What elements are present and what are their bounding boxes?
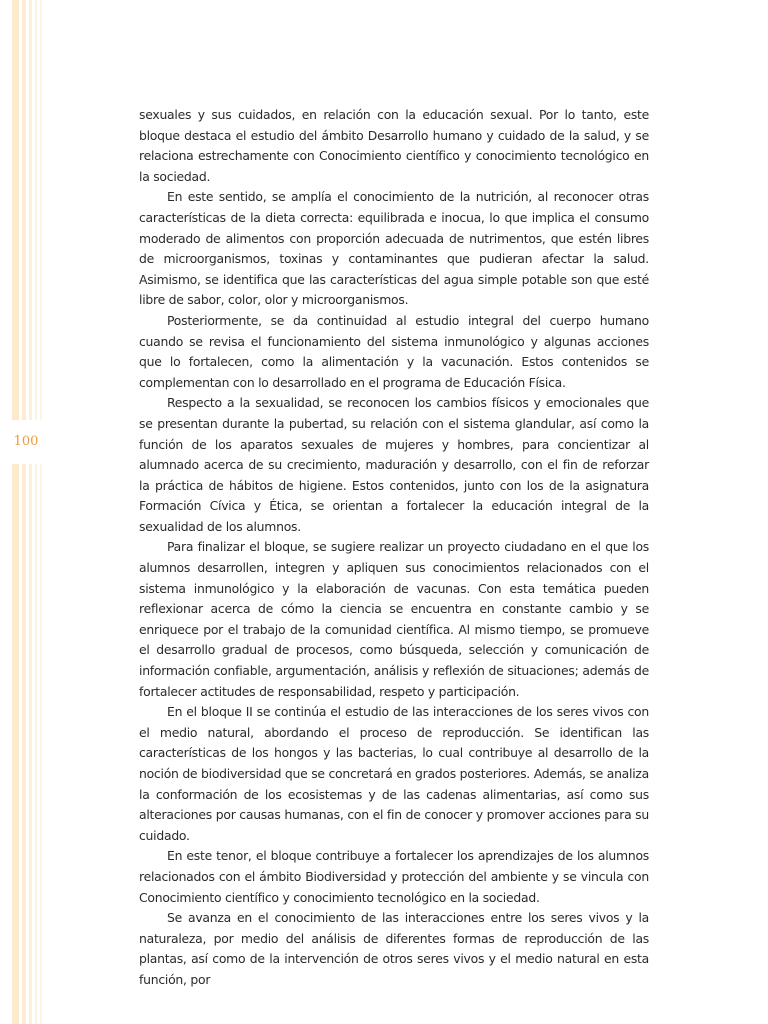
margin-stripe: [12, 0, 19, 1024]
paragraph: Para finalizar el bloque, se sugiere realizar un proyecto ciudadano en el que los alumnos desarrollen, integren y apliquen sus conocimientos relacionados con el sistema inmunológico y la elaboración de vacunas. Con esta temática pueden reflexionar acerca de cómo la ciencia se encuentra en constante cambio y se enriquece por el trabajo de la comunidad científica. Al mismo tiempo, se promueve el desarrollo gradual de procesos, como búsqueda, selección y comunicación de información confiable, argumentación, análisis y reflexión de situaciones; además de fortalecer actitudes de responsabilidad, respeto y participación.: [139, 539, 649, 699]
margin-stripe: [22, 0, 26, 1024]
margin-stripe: [29, 0, 32, 1024]
body-text: [139, 105, 649, 991]
paragraph: Se avanza en el conocimiento de las interacciones entre los seres vivos y la naturaleza, por medio del análisis de diferentes formas de reproducción de las plantas, así como de la intervención de otros seres vivos y el medio natural en esta función, por: [139, 910, 649, 987]
margin-stripe: [35, 0, 37, 1024]
paragraph: En este sentido, se amplía el conocimiento de la nutrición, al reconocer otras características de la dieta correcta: equilibrada e inocua, lo que implica el consumo moderado de alimentos con proporción adecuada de nutrimentos, que estén libres de microorganismos, toxinas y contaminantes que pudieran afectar la salud. Asimismo, se identifica que las características del agua simple potable son que esté libre de sabor, color, olor y microorganismos.: [139, 189, 649, 308]
paragraph: En este tenor, el bloque contribuye a fortalecer los aprendizajes de los alumnos relacionados con el ámbito Biodiversidad y protección del ambiente y se vincula con Conocimiento científico y conocimiento tecnológico en la sociedad.: [139, 848, 649, 905]
page-number: 100: [13, 434, 39, 449]
paragraph: En el bloque II se continúa el estudio de las interacciones de los seres vivos con el medio natural, abordando el proceso de reproducción. Se identifican las características de los hongos y las bacterias, lo cual contribuye al desarrollo de la noción de biodiversidad que se concretará en grados posteriores. Además, se analiza la conformación de los ecosistemas y de las cadenas alimentarias, así como sus alteraciones por causas humanas, con el fin de conocer y promover acciones para su cuidado.: [139, 704, 649, 843]
paragraph: Respecto a la sexualidad, se reconocen los cambios físicos y emocionales que se presentan durante la pubertad, su relación con el sistema glandular, así como la función de los aparatos sexuales de mujeres y hombres, para concientizar al alumnado acerca de su crecimiento, maduración y desarrollo, con el fin de reforzar la práctica de hábitos de higiene. Estos contenidos, junto con los de la asignatura Formación Cívica y Ética, se orientan a fortalecer la educación integral de la sexualidad de los alumnos.: [139, 395, 649, 534]
margin-decoration: [12, 0, 44, 1024]
paragraph: sexuales y sus cuidados, en relación con la educación sexual. Por lo tanto, este bloque destaca el estudio del ámbito Desarrollo humano y cuidado de la salud, y se relaciona estrechamente con Conocimiento científico y conocimiento tecnológico en la sociedad.: [139, 107, 649, 184]
margin-stripe: [40, 0, 42, 1024]
paragraph: Posteriormente, se da continuidad al estudio integral del cuerpo humano cuando se revisa el funcionamiento del sistema inmunológico y algunas acciones que lo fortalecen, como la alimentación y la vacunación. Estos contenidos se complementan con lo desarrollado en el programa de Educación Física.: [139, 312, 649, 390]
